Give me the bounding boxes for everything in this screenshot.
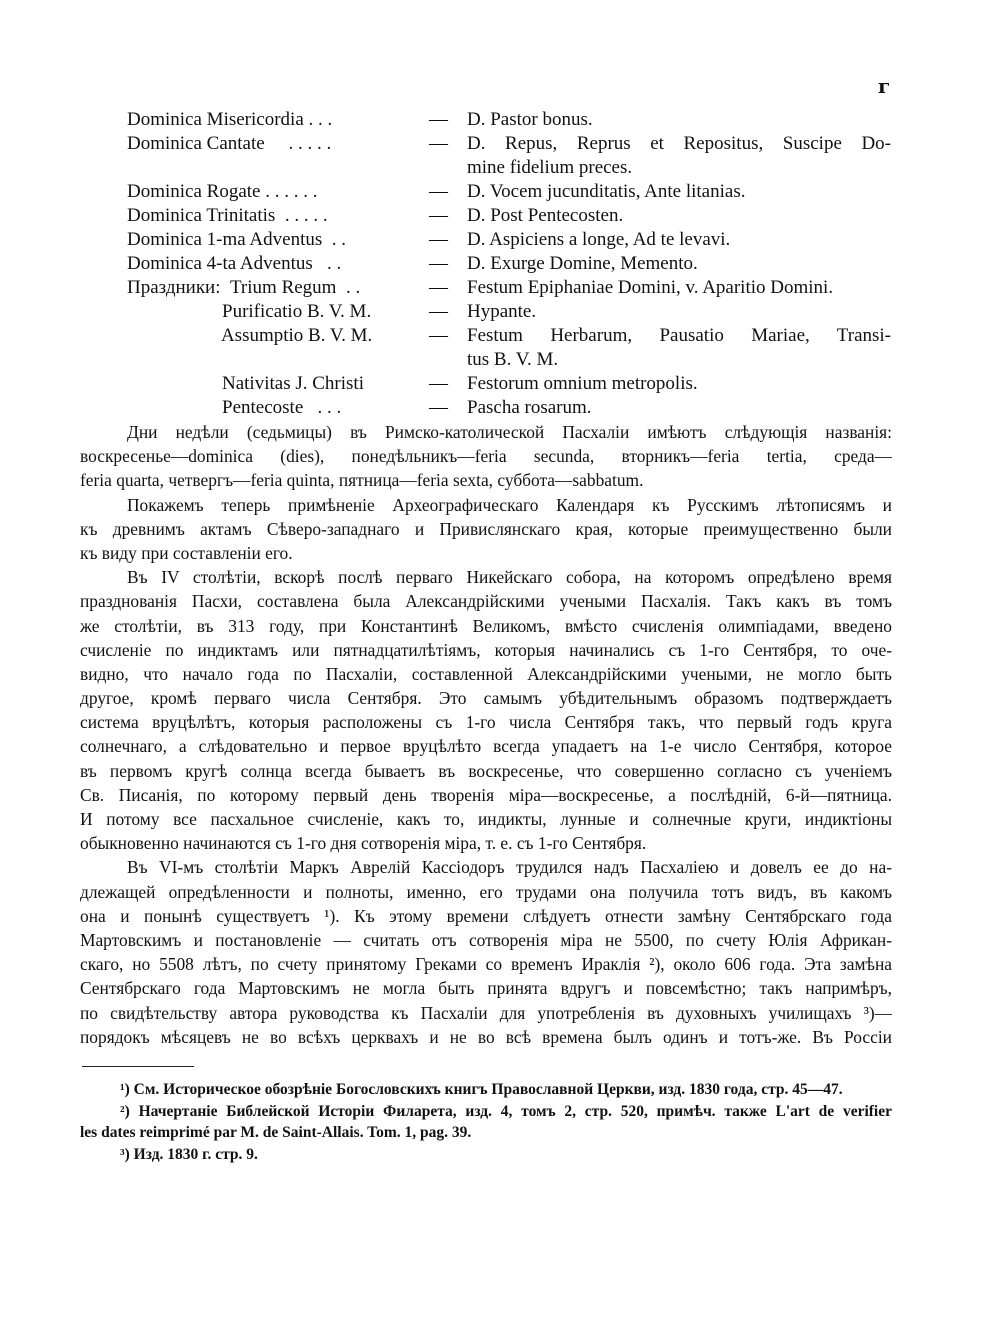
table-dash: — (429, 301, 448, 322)
table-row (127, 228, 897, 252)
table-row (127, 132, 897, 156)
table-meaning: D. Exurge Domine, Memento. (467, 253, 698, 274)
table-row (127, 300, 897, 324)
text-line: Св. Писанія, по которому первый день творенія міра—воскресенье, а послѣдній, 6-й—пятница. (80, 784, 892, 805)
paragraph (80, 855, 892, 1049)
text-line: къ древнимъ актамъ Сѣверо-западнаго и Привислянскаго края, которые преимущественно были (80, 518, 892, 539)
table-meaning: Festorum omnium metropolis. (467, 373, 698, 394)
footnote-divider (82, 1066, 194, 1067)
text-line: по свидѣтельству автора руководства къ Пасхаліи для употребленія въ духовныхъ училищахъ ³)— (80, 1002, 892, 1023)
text-line: Дни недѣли (седьмицы) въ Римско-католической Пасхаліи имѣютъ слѣдующія названія: (127, 422, 892, 442)
table-dash: — (429, 373, 448, 394)
table-term: Dominica Cantate . . . . . (127, 133, 332, 154)
table-dash: — (429, 229, 448, 250)
table-term: Dominica 1-ma Adventus . . (127, 229, 346, 250)
table-meaning: Hypante. (467, 301, 537, 322)
feast-names-table (127, 108, 897, 420)
text-line: длежащей опредѣленности и полноты, именно, его трудами она получила тотъ видъ, въ какомъ (80, 881, 892, 902)
footnote-line: ²) Начертаніе Библейской Исторіи Филарета, изд. 4, томъ 2, стр. 520, примѣч. также L'art de verifier (120, 1102, 892, 1120)
text-line: Мартовскимъ и постановленіе — считать отъ сотворенія міра не 5500, по счету Юлія Африкан- (80, 929, 892, 950)
table-dash: — (429, 181, 448, 202)
text-line: къ виду при составленіи его. (80, 542, 293, 563)
table-dash: — (429, 109, 448, 130)
text-line: она и понынѣ существуетъ ¹). Къ этому времени слѣдуетъ отнести замѣну Сентябрскаго года (80, 905, 892, 926)
text-line: видно, что начало года по Пасхаліи, составленной Александрійскими учеными, не могло быть (80, 663, 892, 684)
table-row (127, 276, 897, 300)
text-line: обыкновенно начинаются съ 1-го дня сотворенія міра, т. е. съ 1-го Сентября. (80, 833, 647, 854)
table-term: Праздники: Trium Regum . . (127, 277, 361, 298)
table-row (127, 180, 897, 204)
table-row (127, 252, 897, 276)
table-dash: — (429, 133, 448, 154)
paragraph (80, 493, 892, 566)
table-term: Dominica Rogate . . . . . . (127, 181, 318, 202)
text-line: Въ IV столѣтіи, вскорѣ послѣ перваго Никейскаго собора, на которомъ опредѣлено время (127, 567, 892, 588)
table-meaning: Pascha rosarum. (467, 397, 592, 418)
footnote (80, 1079, 892, 1101)
table-meaning: D. Pastor bonus. (467, 109, 593, 130)
body-text (80, 420, 892, 1049)
table-row (127, 324, 897, 348)
table-row (127, 108, 897, 132)
paragraph (80, 420, 892, 493)
table-dash: — (429, 397, 448, 418)
table-meaning: D. Vocem jucunditatis, Ante litanias. (467, 181, 746, 202)
table-meaning: Festum Herbarum, Pausatio Mariae, Transi- (467, 325, 891, 346)
table-row (127, 204, 897, 228)
table-term: Purificatio B. V. M. (127, 301, 372, 322)
table-row (127, 156, 897, 180)
table-dash: — (429, 205, 448, 226)
footnote (80, 1144, 892, 1166)
text-line: скаго, но 5508 лѣтъ, по счету принятому Греками со временъ Ираклія ²), около 606 года. Эта замѣна (80, 954, 892, 975)
text-line: порядокъ мѣсяцевъ не во всѣхъ церквахъ и не во всѣ времена былъ одинъ и тотъ-же. Въ Россіи (80, 1026, 892, 1047)
table-dash: — (429, 253, 448, 274)
text-line: feria quarta, четвергъ—feria quinta, пятница—feria sexta, суббота—sabbatum. (80, 470, 644, 491)
table-term: Dominica Trinitatis . . . . . (127, 205, 328, 226)
paragraph (80, 565, 892, 855)
text-line: система вруцѣлѣтъ, которыя расположены съ 1-го числа Сентября такъ, что первый годъ круга (80, 712, 892, 733)
table-row (127, 372, 897, 396)
footnote-line: ¹) См. Историческое обозрѣніе Богословскихъ книгъ Православной Церкви, изд. 1830 года, стр. 45—47. (120, 1081, 843, 1098)
table-meaning: D. Post Pentecosten. (467, 205, 624, 226)
table-row (127, 396, 897, 420)
table-term: Dominica 4-ta Adventus . . (127, 253, 342, 274)
table-term: Pentecoste . . . (127, 397, 342, 418)
table-dash: — (429, 325, 448, 346)
text-line: въ первомъ кругѣ солнца всегда бываетъ въ воскресенье, что совершенно согласно съ ученіемъ (80, 760, 892, 781)
text-line: празднованія Пасхи, составлена была Александрійскими учеными Пасхалія. Такъ какъ въ томъ (80, 591, 892, 612)
table-term: Nativitas J. Christi (127, 373, 364, 394)
footnotes (80, 1079, 892, 1165)
text-line: солнечнаго, а слѣдовательно и первое вруцѣлѣто всегда упадаетъ на 1-е число Сентября, которое (80, 736, 892, 757)
text-line: Сентябрскаго года Мартовскимъ не могла быть принята вдругъ и повсемѣстно; такъ напримѣръ, (80, 978, 892, 999)
text-line: же столѣтіи, въ 313 году, при Константинѣ Великомъ, вмѣсто счисленія олимпіадами, введено (80, 615, 892, 636)
table-meaning: tus B. V. M. (467, 349, 559, 370)
text-line: И потому все пасхальное счисленіе, какъ то, индикты, лунные и солнечные круги, индиктіоны (80, 809, 892, 829)
table-meaning: D. Repus, Reprus et Repositus, Suscipe Do- (467, 133, 891, 154)
footnote (80, 1101, 892, 1144)
footnote-line: ³) Изд. 1830 г. стр. 9. (120, 1145, 258, 1163)
text-line: другое, кромѣ перваго числа Сентября. Это самымъ убѣдительнымъ образомъ подтверждаетъ (80, 688, 892, 709)
table-term: Dominica Misericordia . . . (127, 109, 333, 130)
table-meaning: Festum Epiphaniae Domini, v. Aparitio Domini. (467, 277, 834, 298)
text-line: счисленіе по индиктамъ или пятнадцатилѣтіямъ, которыя начинались съ 1-го Сентября, то оче- (80, 639, 892, 660)
text-line: воскресенье—dominica (dies), понедѣльникъ—feria secunda, вторникъ—feria tertia, среда— (80, 446, 892, 467)
table-row (127, 348, 897, 372)
text-line: Покажемъ теперь примѣненіе Археографическаго Календаря къ Русскимъ лѣтописямъ и (127, 494, 892, 515)
table-meaning: mine fidelium preces. (467, 157, 633, 178)
page-number: г (878, 74, 891, 98)
text-line: Въ VI-мъ столѣтіи Маркъ Аврелій Кассіодоръ трудился надъ Пасхаліею и довелъ ее до на- (127, 857, 892, 878)
table-term: Assumptio B. V. M. (127, 325, 373, 346)
table-dash: — (429, 277, 448, 298)
table-meaning: D. Aspiciens a longe, Ad te levavi. (467, 229, 731, 250)
footnote-line: les dates reimprimé par M. de Saint-Allais. Tom. 1, pag. 39. (80, 1124, 472, 1141)
